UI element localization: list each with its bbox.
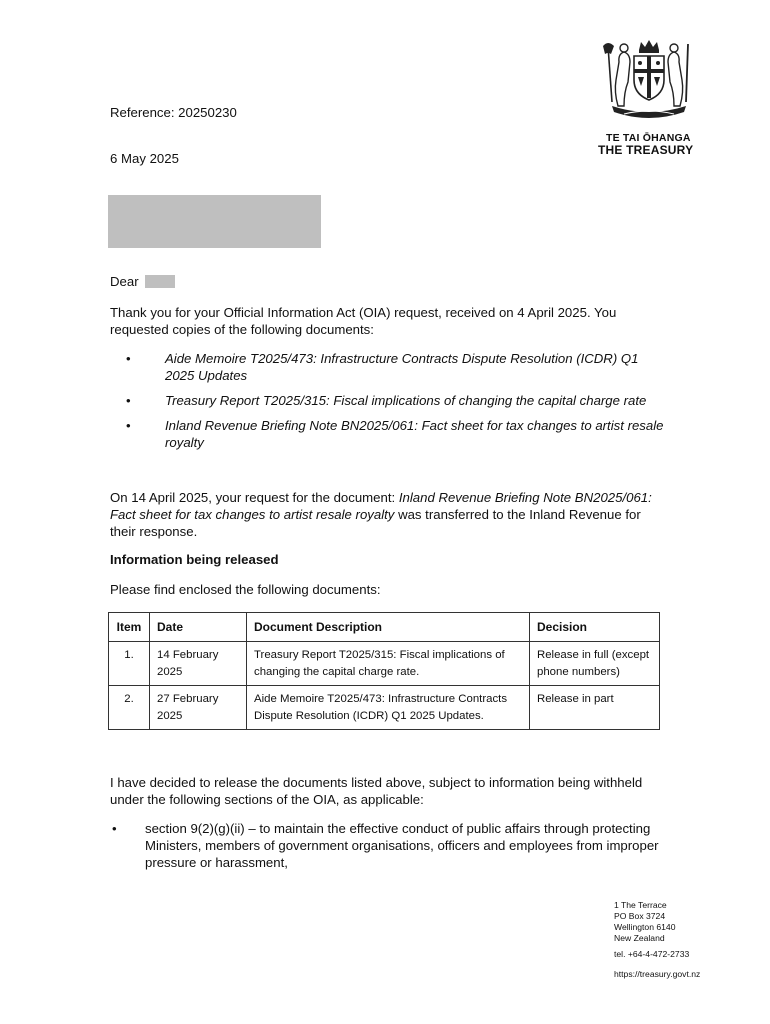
transfer-paragraph <box>110 489 658 540</box>
coat-of-arms-icon <box>594 36 704 126</box>
column-header-decision: Decision <box>530 613 660 642</box>
redacted-name <box>145 275 175 288</box>
footer-address <box>614 900 700 980</box>
list-item: • Treasury Report T2025/315: Fiscal implications of changing the capital charge rate <box>126 393 647 408</box>
table-row <box>109 686 660 730</box>
bullet: • <box>112 821 117 836</box>
cell-decision: Release in part <box>530 686 660 730</box>
letter-date: 6 May 2025 <box>110 151 179 166</box>
withholding-item: section 9(2)(g)(ii) – to maintain the effective conduct of public affairs through protecting Ministers, members of government organisations, officers and employees from improper pressure or harassment, <box>145 821 659 870</box>
cell-description: Aide Memoire T2025/473: Infrastructure Contracts Dispute Resolution (ICDR) Q1 2025 Updates. <box>247 686 530 730</box>
address-line: PO Box 3724 <box>614 911 666 921</box>
address-line: New Zealand <box>614 933 665 943</box>
cell-date: 14 February 2025 <box>150 642 247 686</box>
transfer-document: Inland Revenue Briefing Note BN2025/061: Fact sheet for tax changes to artist resale royalty <box>110 490 652 522</box>
cell-decision: Release in full (except phone numbers) <box>530 642 660 686</box>
cell-item: 1. <box>109 642 150 686</box>
salutation-text: Dear <box>110 274 139 289</box>
withholding-list <box>108 820 668 871</box>
cell-description: Treasury Report T2025/315: Fiscal implications of changing the capital charge rate. <box>247 642 530 686</box>
intro-paragraph: Thank you for your Official Information Act (OIA) request, received on 4 April 2025. You requested copies of the following documents: <box>110 305 617 337</box>
list-item-text: Treasury Report T2025/315: Fiscal implications of changing the capital charge rate <box>165 393 647 408</box>
column-header-description: Document Description <box>247 613 530 642</box>
cell-date: 27 February 2025 <box>150 686 247 730</box>
redacted-address-block <box>108 195 321 248</box>
table-header-row <box>109 613 660 642</box>
org-name-english: THE TREASURY <box>598 143 694 157</box>
decision-paragraph: I have decided to release the documents listed above, subject to information being withheld under the following sections of the OIA, as applicable: <box>110 775 643 807</box>
address-line: Wellington 6140 <box>614 922 676 932</box>
section-heading: Information being released <box>110 552 279 567</box>
enclosed-text: Please find enclosed the following documents: <box>110 582 381 597</box>
transfer-prefix: On 14 April 2025, your request for the document: <box>110 490 399 505</box>
address-line: 1 The Terrace <box>614 900 667 910</box>
cell-item: 2. <box>109 686 150 730</box>
salutation <box>110 273 175 290</box>
list-item: • Aide Memoire T2025/473: Infrastructure Contracts Dispute Resolution (ICDR) Q1 2025 Updates <box>126 351 639 383</box>
phone-number: tel. +64-4-472-2733 <box>614 949 690 959</box>
list-item-text: Inland Revenue Briefing Note BN2025/061: Fact sheet for tax changes to artist resale royalty <box>165 418 664 450</box>
column-header-date: Date <box>150 613 247 642</box>
list-item-text: Aide Memoire T2025/473: Infrastructure Contracts Dispute Resolution (ICDR) Q1 2025 Updates <box>165 351 639 383</box>
column-header-item: Item <box>109 613 150 642</box>
documents-table <box>108 612 660 730</box>
reference-number: Reference: 20250230 <box>110 105 237 120</box>
transfer-suffix: was transferred to the Inland Revenue for their response. <box>110 507 641 539</box>
website-link[interactable]: https://treasury.govt.nz <box>614 969 701 979</box>
requested-documents-list <box>108 350 668 451</box>
org-name-maori: TE TAI ŌHANGA <box>606 132 691 144</box>
list-item: • Inland Revenue Briefing Note BN2025/061: Fact sheet for tax changes to artist resale royalty <box>126 418 664 450</box>
table-row <box>109 642 660 686</box>
